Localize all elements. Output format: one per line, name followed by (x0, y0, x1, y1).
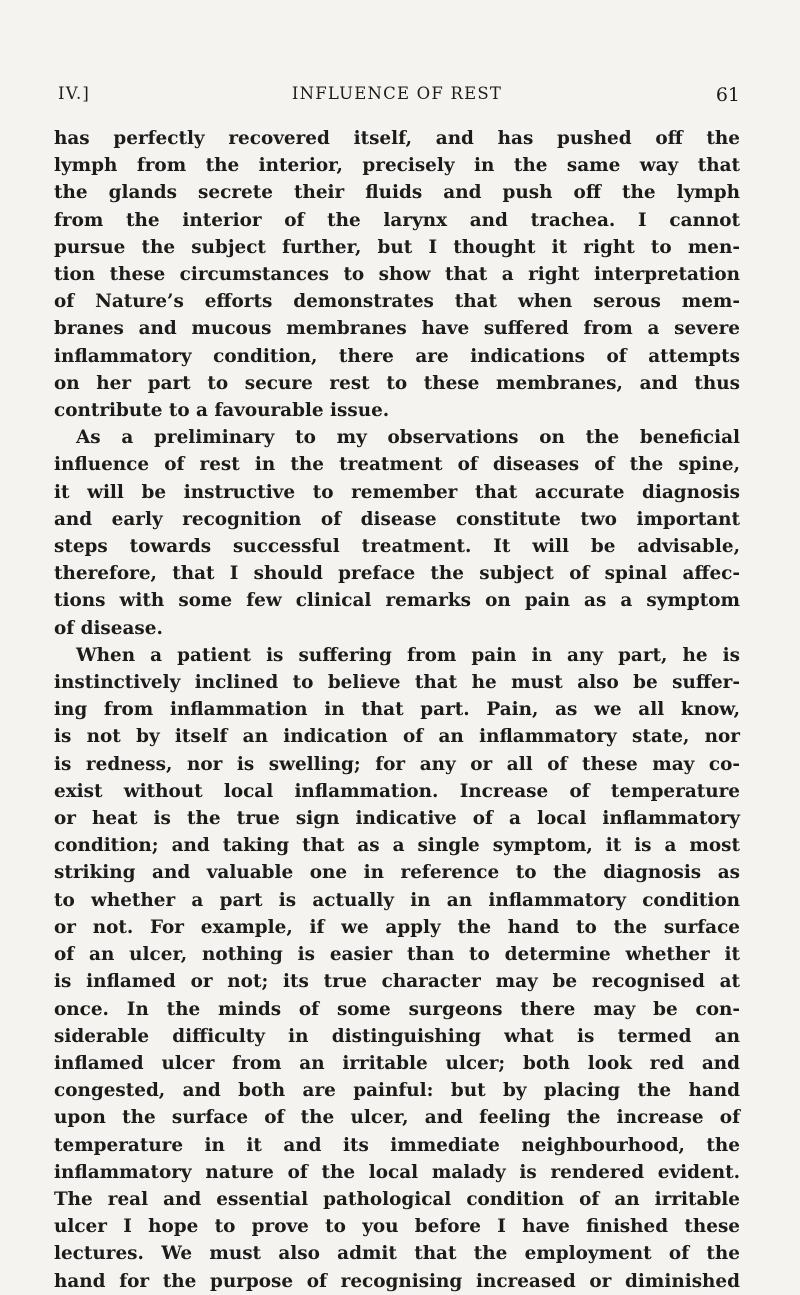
text-line: contribute to a favourable issue. (54, 400, 390, 422)
text-line: has perfectly recovered itself, and has pushed off the (54, 128, 740, 149)
chapter-number: IV.] (58, 84, 91, 103)
page-number: 61 (715, 84, 740, 106)
text-line: steps towards successful treatment. It will be advisable, (54, 536, 740, 558)
text-line: inflammatory condition, there are indications of attempts (54, 345, 740, 367)
text-line: siderable difficulty in distinguishing what is termed an (54, 1025, 740, 1047)
text-line: or heat is the true sign indicative of a local inflammatory (54, 808, 740, 830)
text-line: lymph from the interior, precisely in the same way that (54, 155, 740, 177)
text-line: upon the surface of the ulcer, and feeling the increase of (54, 1107, 740, 1129)
text-line: therefore, that I should preface the subject of spinal affec- (54, 563, 740, 585)
text-line: hand for the purpose of recognising increased or diminished (54, 1270, 740, 1292)
text-line: striking and valuable one in reference to the diagnosis as (54, 862, 740, 884)
text-line: is not by itself an indication of an inflammatory state, nor (54, 726, 740, 748)
text-line: pursue the subject further, but I thought it right to men- (54, 236, 740, 258)
text-line: or not. For example, if we apply the hand to the surface (54, 916, 740, 938)
text-line: is redness, nor is swelling; for any or all of these may co- (54, 753, 740, 775)
text-line: and early recognition of disease constitute two important (54, 508, 740, 530)
text-line: of an ulcer, nothing is easier than to determine whether it (54, 944, 740, 966)
text-line: on her part to secure rest to these membranes, and thus (54, 372, 740, 394)
text-line: instinctively inclined to believe that he must also be suffer- (54, 672, 740, 694)
text-line: exist without local inflammation. Increase of temperature (54, 780, 740, 802)
text-line: condition; and taking that as a single symptom, it is a most (54, 835, 740, 857)
text-line: temperature in it and its immediate neighbourhood, the (54, 1134, 740, 1156)
text-line: tions with some few clinical remarks on pain as a symptom (54, 590, 740, 612)
text-line: inflammatory nature of the local malady is rendered evident. (54, 1161, 740, 1183)
text-line: from the interior of the larynx and trachea. I cannot (54, 209, 740, 231)
text-line: congested, and both are painful: but by placing the hand (54, 1080, 740, 1102)
text-line: to whether a part is actually in an inflammatory condition (54, 889, 740, 911)
text-line: inflamed ulcer from an irritable ulcer; both look red and (54, 1052, 740, 1074)
text-line: tion these circumstances to show that a right interpretation (54, 264, 740, 286)
text-line: it will be instructive to remember that accurate diagnosis (54, 481, 740, 503)
running-title: INFLUENCE OF REST (291, 84, 503, 103)
text-line: The real and essential pathological condition of an irritable (54, 1188, 740, 1210)
text-line: once. In the minds of some surgeons there may be con- (54, 998, 740, 1020)
text-line: As a preliminary to my observations on the beneficial (76, 427, 740, 449)
text-line: influence of rest in the treatment of diseases of the spine, (54, 454, 740, 476)
text-line: of disease. (54, 617, 163, 639)
text-line: lectures. We must also admit that the employment of the (54, 1243, 740, 1265)
text-line: ing from inflammation in that part. Pain, as we all know, (54, 699, 740, 721)
text-line: of Nature’s efforts demonstrates that when serous mem- (54, 291, 740, 313)
text-line: the glands secrete their fluids and push off the lymph (54, 182, 740, 204)
body-text (54, 125, 740, 1295)
running-head (54, 84, 740, 110)
text-line: When a patient is suffering from pain in any part, he is (76, 644, 740, 666)
text-line: is inflamed or not; its true character may be recognised at (54, 971, 740, 993)
text-line: ulcer I hope to prove to you before I have finished these (54, 1216, 740, 1238)
text-line: branes and mucous membranes have suffered from a severe (54, 318, 740, 340)
